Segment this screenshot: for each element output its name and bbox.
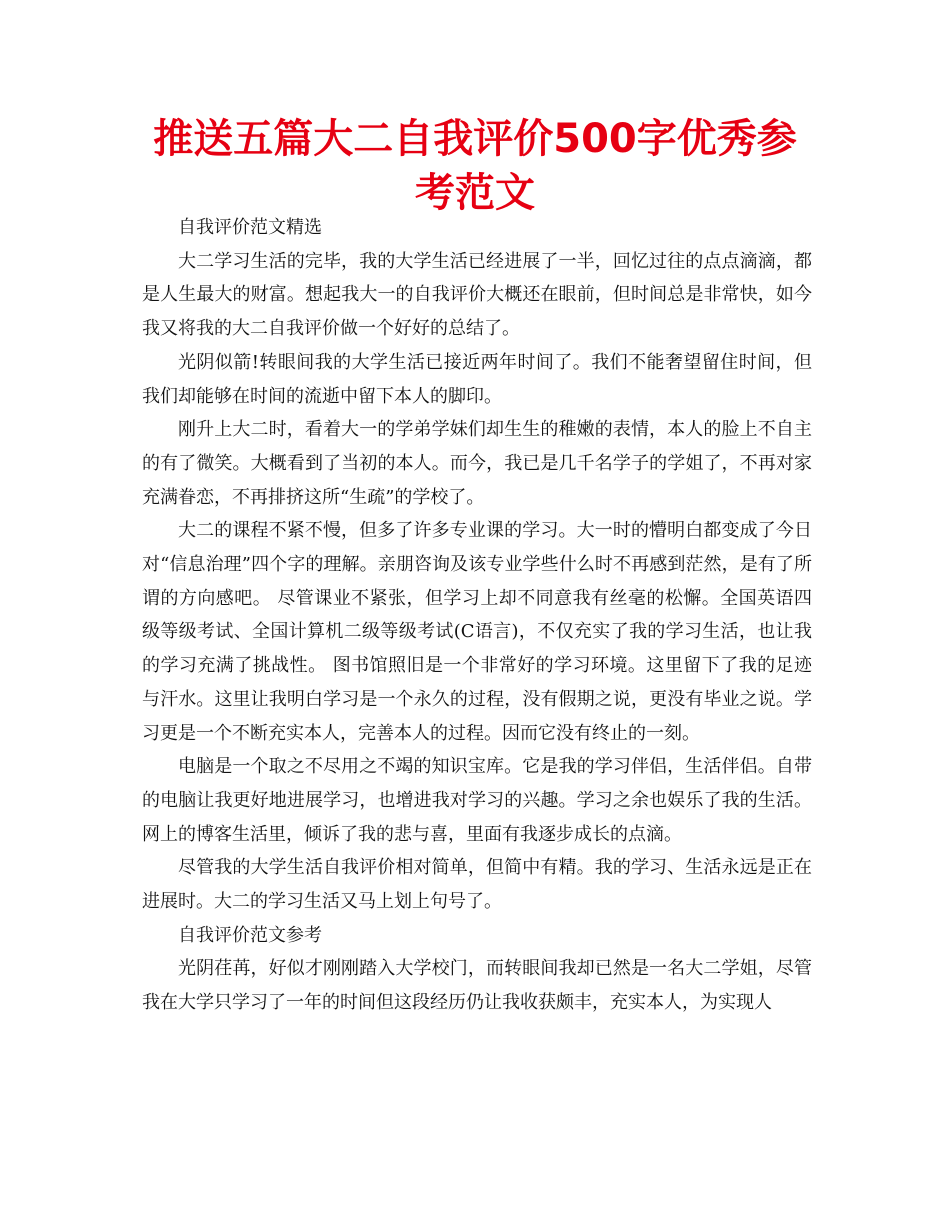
paragraph: 电脑是一个取之不尽用之不竭的知识宝库。它是我的学习伴侣，生活伴侣。自带的电脑让我更好地进展学习，也增进我对学习的兴趣。学习之余也娱乐了我的生活。网上的博客生活里，倾诉了我的悲与喜，里面有我逐步成长的点滴。 xyxy=(142,756,812,845)
section-heading: 自我评价范文参考 xyxy=(178,924,322,946)
paragraph: 光阴似箭!转眼间我的大学生活已接近两年时间了。我们不能奢望留住时间，但我们却能够在时间的流逝中留下本人的脚印。 xyxy=(142,351,812,407)
document-body xyxy=(142,211,812,1020)
paragraph: 光阴荏苒，好似才刚刚踏入大学校门，而转眼间我却已然是一名大二学姐，尽管我在大学只学习了一年的时间但这段经历仍让我收获颇丰，充实本人，为实现人 xyxy=(142,958,812,1014)
paragraph: 刚升上大二时，看着大一的学弟学妹们却生生的稚嫩的表情，本人的脸上不自主的有了微笑。大概看到了当初的本人。而今，我已是几千名学子的学姐了，不再对家充满眷恋，不再排挤这所“生疏”的学校了。 xyxy=(142,419,812,508)
paragraph: 大二的课程不紧不慢，但多了许多专业课的学习。大一时的懵明白都变成了今日对“信息治理”四个字的理解。亲朋咨询及该专业学些什么时不再感到茫然，是有了所谓的方向感吧。 尽管课业不紧张，但学习上却不同意我有丝毫的松懈。全国英语四级等级考试、全国计算机二级等级考试(C语言)，不仅充实了我的学习生活，也让我的学习充满了挑战性。 图书馆照旧是一个非常好的学习环境。这里留下了我的足迹与汗水。这里让我明白学习是一个永久的过程，没有假期之说，更没有毕业之说。学习更是一个不断充实本人，完善本人的过程。因而它没有终止的一刻。 xyxy=(142,520,812,744)
section-heading: 自我评价范文精选 xyxy=(178,217,322,238)
paragraph: 大二学习生活的完毕，我的大学生活已经进展了一半，回忆过往的点点滴滴，都是人生最大的财富。想起我大一的自我评价大概还在眼前，但时间总是非常快，如今我又将我的大二自我评价做一个好好的总结了。 xyxy=(142,250,812,340)
paragraph: 尽管我的大学生活自我评价相对简单，但简中有精。我的学习、生活永远是正在进展时。大二的学习生活又马上划上句号了。 xyxy=(142,857,812,913)
document-title: 推送五篇大二自我评价500字优秀参考范文 xyxy=(153,116,797,216)
